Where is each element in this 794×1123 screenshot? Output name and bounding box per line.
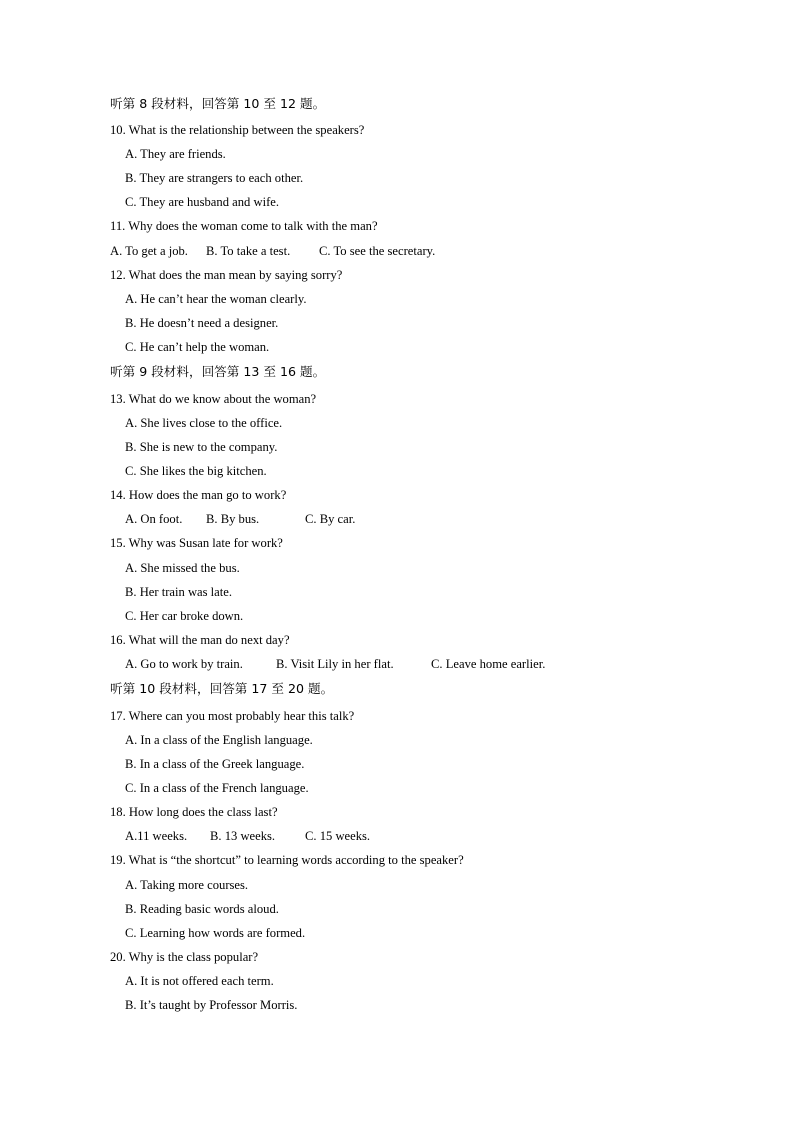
answer-option: B. By bus. [206, 512, 260, 526]
answer-option: C. Learning how words are formed. [125, 926, 306, 940]
question-stem: 20. Why is the class popular? [110, 950, 259, 964]
answer-option: B. 13 weeks. [210, 829, 276, 843]
section-heading: 听第 8 段材料，回答第 10 至 12 题。 [110, 96, 326, 111]
question-stem: 17. Where can you most probably hear this talk? [110, 709, 355, 723]
question-stem: 10. What is the relationship between the speakers? [110, 123, 365, 137]
answer-option: A. On foot. [125, 512, 183, 526]
answer-option: A. She missed the bus. [125, 561, 240, 575]
question-stem: 15. Why was Susan late for work? [110, 536, 283, 550]
question-stem: 18. How long does the class last? [110, 805, 278, 819]
answer-option: B. Visit Lily in her flat. [276, 657, 394, 671]
answer-option: B. They are strangers to each other. [125, 171, 304, 185]
answer-option: C. By car. [305, 512, 356, 526]
answer-option: A. In a class of the English language. [125, 733, 313, 747]
section-heading: 听第 9 段材料，回答第 13 至 16 题。 [110, 364, 326, 379]
answer-option: A. They are friends. [125, 147, 226, 161]
answer-option: B. She is new to the company. [125, 440, 278, 454]
answer-option: A. It is not offered each term. [125, 974, 274, 988]
answer-option: B. Reading basic words aloud. [125, 902, 279, 916]
answer-option: A. She lives close to the office. [125, 416, 283, 430]
section-heading: 听第 10 段材料，回答第 17 至 20 题。 [110, 681, 334, 696]
answer-option: C. Leave home earlier. [431, 657, 546, 671]
question-stem: 12. What does the man mean by saying sorry? [110, 268, 343, 282]
answer-option: A. Go to work by train. [125, 657, 243, 671]
answer-option: B. Her train was late. [125, 585, 233, 599]
answer-option: C. He can’t help the woman. [125, 340, 270, 354]
answer-option: A. Taking more courses. [125, 878, 249, 892]
answer-option: C. To see the secretary. [319, 244, 436, 258]
answer-option: A.11 weeks. [125, 829, 188, 843]
answer-option: B. He doesn’t need a designer. [125, 316, 279, 330]
answer-option: B. To take a test. [206, 244, 291, 258]
question-stem: 16. What will the man do next day? [110, 633, 290, 647]
question-stem: 14. How does the man go to work? [110, 488, 287, 502]
answer-option: C. In a class of the French language. [125, 781, 309, 795]
answer-option: C. They are husband and wife. [125, 195, 279, 209]
answer-option: C. 15 weeks. [305, 829, 371, 843]
question-stem: 13. What do we know about the woman? [110, 392, 317, 406]
answer-option: C. She likes the big kitchen. [125, 464, 267, 478]
answer-option: A. He can’t hear the woman clearly. [125, 292, 307, 306]
answer-option: B. It’s taught by Professor Morris. [125, 998, 298, 1012]
answer-option: B. In a class of the Greek language. [125, 757, 305, 771]
answer-option: A. To get a job. [110, 244, 188, 258]
answer-option: C. Her car broke down. [125, 609, 244, 623]
question-stem: 11. Why does the woman come to talk with the man? [110, 219, 378, 233]
question-stem: 19. What is “the shortcut” to learning words according to the speaker? [110, 853, 464, 867]
